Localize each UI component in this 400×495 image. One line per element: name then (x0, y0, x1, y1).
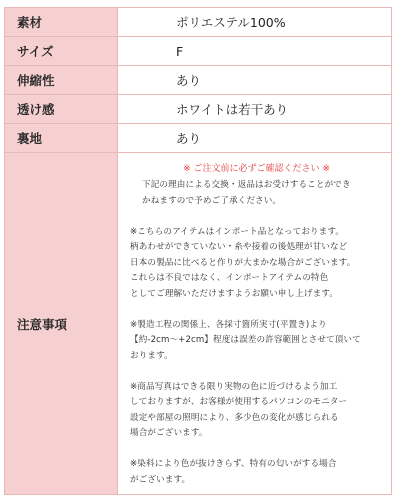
spec-label: 裏地 (5, 124, 118, 153)
notice-line: 場合がございます。 (130, 428, 208, 438)
spec-row-sheerness (5, 95, 392, 124)
notice-line: 設定や部屋の照明により、多少色の変化が感じられる (130, 412, 339, 423)
notice-label: 注意事項 (5, 153, 118, 495)
spec-row-size (5, 37, 392, 66)
notice-spacer (130, 209, 383, 225)
notice-spacer (130, 442, 383, 458)
notice-line: 柄あわせができていない・糸や接着の後処理が甘いなど (130, 242, 348, 252)
spec-label: 素材 (5, 8, 118, 37)
notice-content (118, 153, 392, 495)
spec-label: 伸縮性 (5, 66, 118, 95)
spec-row-notice (5, 153, 392, 495)
notice-line: かねますので予めご了承ください。 (142, 195, 282, 206)
spec-row-stretch (5, 66, 392, 95)
notice-line: これらは不良ではなく、インポートアイテムの特色 (130, 273, 329, 283)
notice-line: 【約-2cm〜+2cm】程度は誤差の許容範囲とさせて頂いて (130, 335, 361, 345)
notice-line: がございます。 (130, 474, 191, 485)
spec-label: サイズ (5, 37, 118, 66)
spec-row-lining (5, 124, 392, 153)
notice-line: 下記の理由による交換・返品はお受けすることができ (142, 180, 351, 190)
notice-line: ※こちらのアイテムはインポート品となっております。 (130, 226, 345, 237)
notice-line: しておりますが、お客様が使用するパソコンのモニター (130, 397, 348, 407)
notice-line: ※商品写真はできる限り実物の色に近づけるよう加工 (130, 381, 338, 392)
spec-row-material (5, 8, 392, 37)
spec-value: ポリエステル100% (118, 8, 392, 37)
spec-value: ホワイトは若干あり (118, 95, 392, 124)
product-spec-table (4, 7, 392, 495)
spec-value: あり (118, 124, 392, 153)
spec-value: F (118, 37, 392, 66)
notice-line: ※製造工程の関係上、各採寸箇所実寸(平置き)より (130, 319, 327, 330)
notice-spacer (130, 364, 383, 380)
spec-value: あり (118, 66, 392, 95)
notice-line: ※染料により色が抜けきらず、特有の匂いがする場合 (130, 459, 337, 469)
notice-line: 日本の製品に比べると作りが大まかな場合がございます。 (130, 257, 356, 268)
notice-line: としてご理解いただけますようお願い申し上げます。 (130, 288, 338, 299)
notice-heading: ※ ご注文前に必ずご確認ください ※ (183, 164, 330, 174)
notice-line: おります。 (130, 350, 173, 361)
notice-spacer (130, 302, 383, 318)
spec-label: 透け感 (5, 95, 118, 124)
